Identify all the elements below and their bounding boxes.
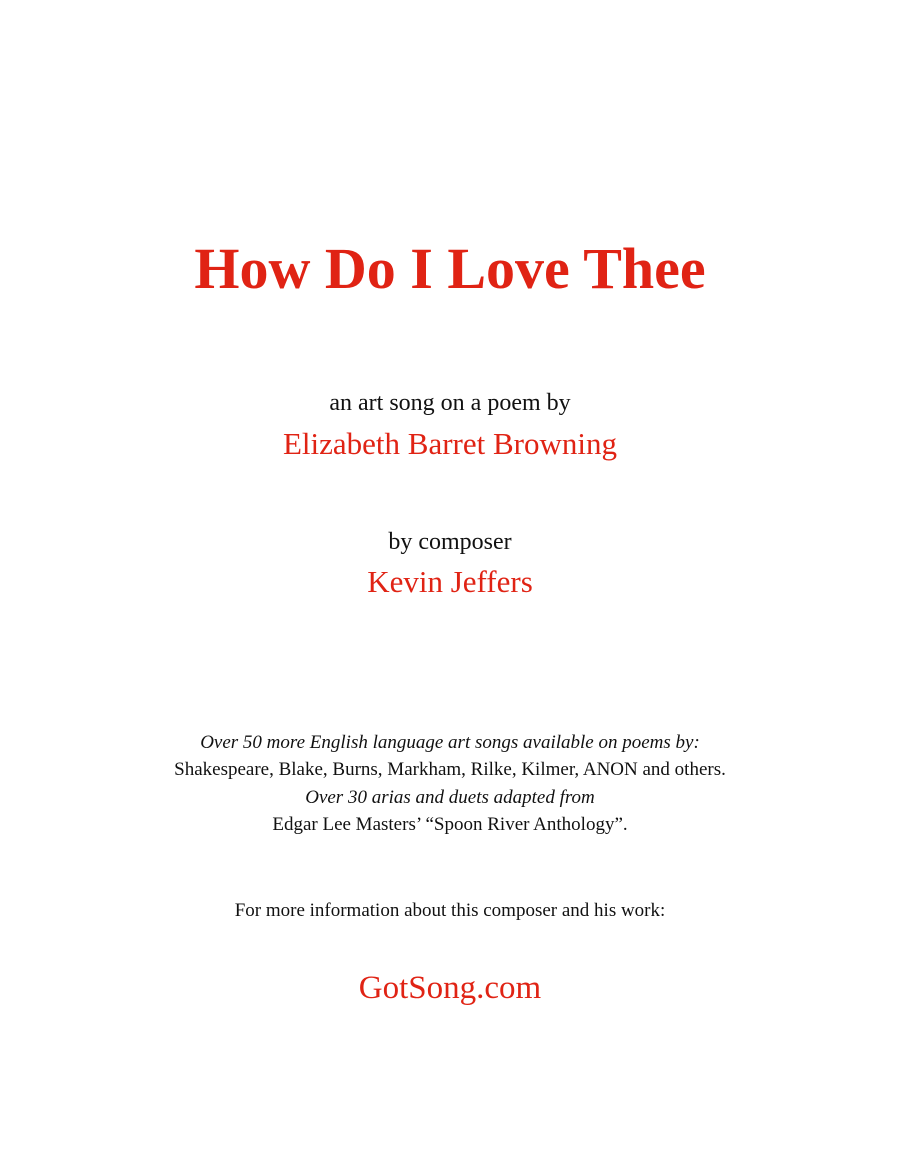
subtitle: an art song on a poem by (329, 390, 571, 416)
poet-name: Elizabeth Barret Browning (282, 426, 617, 461)
info-text: For more information about this composer and his work: (234, 900, 666, 921)
more-songs-line-3: Over 30 arias and duets adapted from (305, 787, 595, 808)
more-songs-line-2: Shakespeare, Blake, Burns, Markham, Rilke, Kilmer, ANON and others. (174, 759, 726, 780)
website-link[interactable]: GotSong.com (358, 970, 542, 1006)
composer-label: by composer (388, 529, 512, 555)
more-songs-line-4: Edgar Lee Masters’ “Spoon River Anthology”. (272, 814, 628, 835)
more-songs-line-1: Over 50 more English language art songs available on poems by: (200, 732, 700, 753)
composer-name: Kevin Jeffers (367, 564, 533, 599)
song-title: How Do I Love Thee (194, 236, 706, 301)
